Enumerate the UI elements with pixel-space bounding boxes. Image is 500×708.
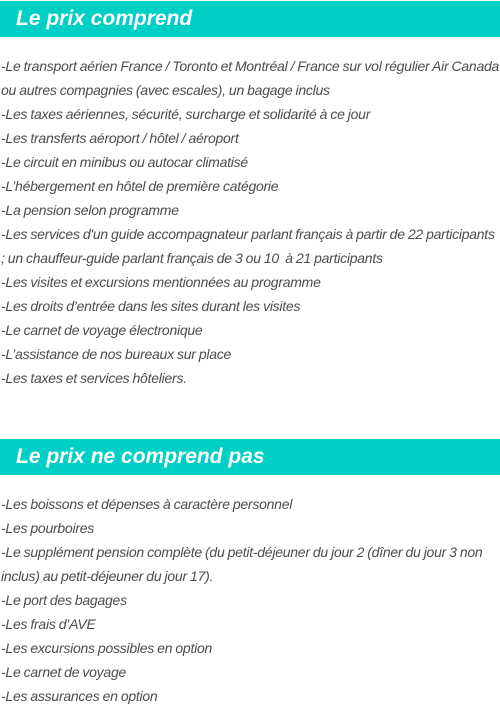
price-includes-section <box>0 1 500 390</box>
list-item: -L’assistance de nos bureaux sur place <box>1 346 232 362</box>
list-item: -Les services d'un guide accompagnateur parlant français à partir de 22 participants ; un chauffeur-guide parlant français de 3 ou 10 à 21 participants <box>1 226 498 266</box>
list-item: -Les pourboires <box>1 520 95 536</box>
list-item: -Le port des bagages <box>1 592 127 608</box>
price-includes-list <box>0 54 500 390</box>
price-excludes-section <box>0 439 500 708</box>
list-item: -Le supplément pension complète (du petit-déjeuner du jour 2 (dîner du jour 3 non inclus) au petit-déjeuner du jour 17). <box>1 544 486 584</box>
list-item: -Le carnet de voyage <box>1 664 127 680</box>
list-item: -Les taxes aériennes, sécurité, surcharge et solidarité à ce jour <box>1 106 371 122</box>
list-item: -Le circuit en minibus ou autocar climatisé <box>1 154 248 170</box>
price-excludes-heading: Le prix ne comprend pas <box>0 439 500 475</box>
price-excludes-list <box>0 492 500 708</box>
list-item: -Les transferts aéroport / hôtel / aéroport <box>1 130 239 146</box>
list-item: -Les excursions possibles en option <box>1 640 213 656</box>
list-item: -Les boissons et dépenses à caractère personnel <box>1 496 293 512</box>
list-item: -Le transport aérien France / Toronto et Montréal / France sur vol régulier Air Canada ou autres compagnies (avec escales), un bagage inclus <box>1 58 500 98</box>
list-item: -Les taxes et services hôteliers. <box>1 370 187 386</box>
price-includes-heading: Le prix comprend <box>0 1 500 37</box>
list-item: -Les frais d’AVE <box>1 616 96 632</box>
list-item: -Les assurances en option <box>1 688 158 704</box>
list-item: -Le carnet de voyage électronique <box>1 322 203 338</box>
list-item: -L’hébergement en hôtel de première catégorie <box>1 178 279 194</box>
list-item: -Les visites et excursions mentionnées au programme <box>1 274 321 290</box>
list-item: -La pension selon programme <box>1 202 179 218</box>
list-item: -Les droits d’entrée dans les sites durant les visites <box>1 298 301 314</box>
